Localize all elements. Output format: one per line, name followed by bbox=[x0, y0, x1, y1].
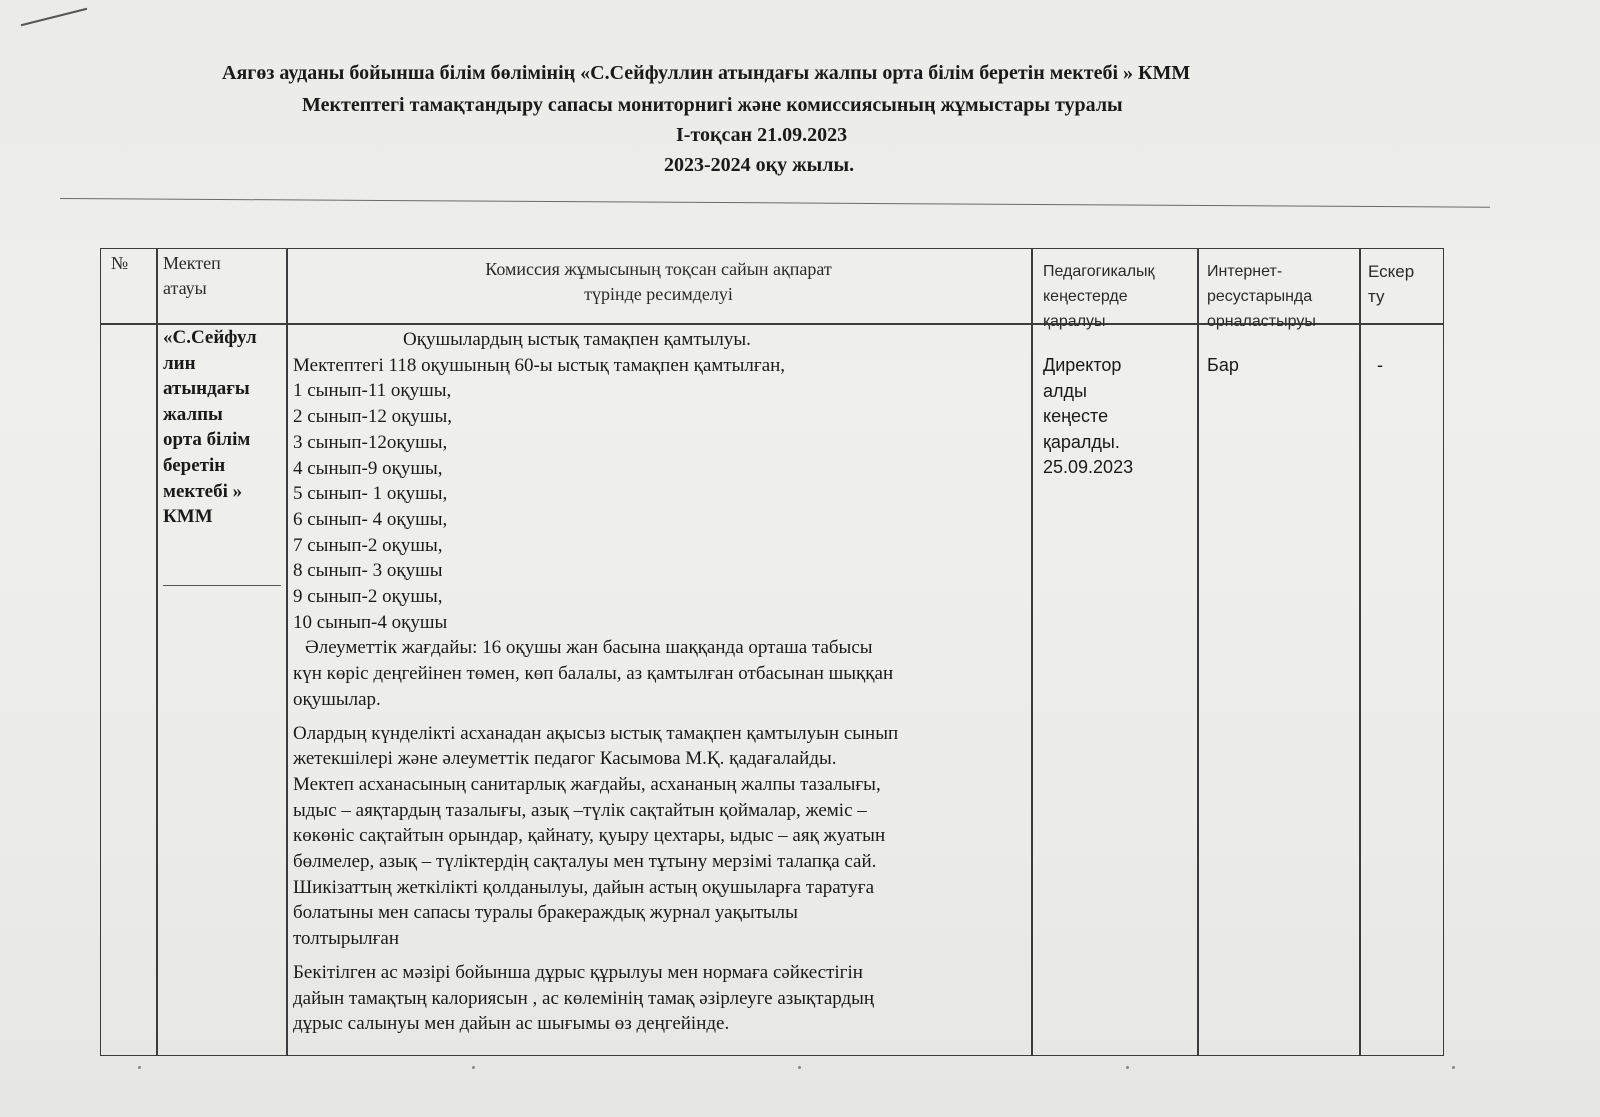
school-underline bbox=[163, 585, 281, 586]
header-commission-line: түрінде ресимделуі bbox=[584, 284, 733, 304]
header-pedagog-line: қаралуы bbox=[1043, 313, 1106, 330]
scan-speck bbox=[1452, 1066, 1455, 1069]
pedagog-review-line: 25.09.2023 bbox=[1043, 457, 1134, 477]
header-note-line: Ескер bbox=[1368, 262, 1415, 281]
paragraph-line: Мектеп асханасының санитарлық жағдайы, асхананың жалпы тазалығы, bbox=[293, 773, 881, 795]
school-name-line: мектебі » bbox=[163, 480, 243, 502]
social-text: Әлеуметтік жағдайы: 16 оқушы жан басына шаққанда орташа табысы bbox=[305, 637, 873, 659]
pedagog-review bbox=[1043, 353, 1133, 481]
school-name-line: атындағы bbox=[163, 378, 250, 400]
commission-report bbox=[293, 327, 1023, 1037]
scan-speck bbox=[472, 1066, 475, 1069]
school-name-line: КММ bbox=[163, 506, 213, 528]
report-intro: Мектептегі 118 оқушының 60-ы ыстық тамақпен қамтылған, bbox=[293, 354, 786, 376]
school-name bbox=[163, 325, 257, 530]
school-name-line: орта білім bbox=[163, 429, 251, 451]
class-count: 7 сынып-2 оқушы, bbox=[293, 534, 443, 556]
header-pedagog-line: Педагогикалық bbox=[1043, 263, 1155, 280]
paragraph-line: дұрыс салынуы мен дайын ас шығымы өз деңгейінде. bbox=[293, 1013, 730, 1035]
paragraph-line: бөлмелер, азық – түліктердің сақталуы мен тұтыну мерзімі талапқа сай. bbox=[293, 851, 877, 873]
class-count: 6 сынып- 4 оқушы, bbox=[293, 508, 448, 530]
paragraph-line: Олардың күнделікті асханадан ақысыз ыстық тамақпен қамтылуын сынып bbox=[293, 722, 899, 744]
class-count: 8 сынып- 3 оқушы bbox=[293, 560, 443, 582]
header-school-line: атауы bbox=[163, 278, 207, 298]
column-divider bbox=[1031, 249, 1033, 1055]
header-line-2: Мектептегі тамақтандыру сапасы мониторнигі және комиссиясының жұмыстары туралы bbox=[302, 94, 1123, 116]
social-text: күн көріс деңгейінен төмен, көп балалы, аз қамтылған отбасынан шыққан bbox=[293, 663, 894, 685]
header-pedagog-line: кеңестерде bbox=[1043, 288, 1128, 305]
header-line-1: Аягөз ауданы бойынша білім бөлімінің «С.Сейфуллин атындағы жалпы орта білім беретін мектебі » КММ bbox=[222, 62, 1191, 84]
internet-status: Бар bbox=[1207, 355, 1239, 375]
class-count: 5 сынып- 1 оқушы, bbox=[293, 483, 448, 505]
header-school-line: Мектеп bbox=[163, 253, 221, 273]
header-internet-line: орналастыруы bbox=[1207, 313, 1316, 330]
paragraph-line: толтырылған bbox=[293, 928, 399, 950]
header-commission-line: Комиссия жұмысының тоқсан сайын ақпарат bbox=[485, 259, 832, 279]
scan-speck bbox=[1126, 1066, 1129, 1069]
school-name-line: беретін bbox=[163, 454, 226, 476]
paragraph-line: Шикізаттың жеткілікті қолданылуы, дайын астың оқушыларға таратуға bbox=[293, 876, 875, 898]
header-line-3: І-тоқсан 21.09.2023 bbox=[676, 124, 848, 146]
school-name-line: «С.Сейфул bbox=[163, 327, 257, 348]
header-note-line: ту bbox=[1368, 287, 1385, 306]
column-divider bbox=[156, 249, 158, 1055]
header-commission bbox=[291, 257, 1026, 307]
school-name-line: жалпы bbox=[163, 403, 223, 425]
header-note bbox=[1368, 259, 1414, 309]
pen-mark bbox=[21, 8, 87, 26]
class-count: 2 сынып-12 оқушы, bbox=[293, 406, 453, 428]
monitoring-table bbox=[100, 248, 1444, 1056]
paragraph-line: жетекшілері және әлеуметтік педагог Касымова М.Қ. қадағалайды. bbox=[293, 748, 837, 770]
pedagog-review-line: қаралды. bbox=[1043, 431, 1120, 452]
header-school bbox=[163, 251, 221, 301]
column-divider bbox=[1359, 249, 1361, 1055]
paragraph-line: болатыны мен сапасы туралы бракераждық журнал уақытылы bbox=[293, 902, 798, 924]
paragraph-line: дайын тамақтың калориясын , ас көлемінің тамақ әзірлеуге азықтардың bbox=[293, 987, 875, 1009]
report-title: Оқушылардың ыстық тамақпен қамтылуы. bbox=[403, 329, 751, 350]
paragraph-line: ыдыс – аяқтардың тазалығы, азық –түлік сақтайтын қоймалар, жеміс – bbox=[293, 799, 867, 821]
header-divider bbox=[60, 198, 1490, 208]
pedagog-review-line: алды bbox=[1043, 380, 1087, 401]
class-count: 9 сынып-2 оқушы, bbox=[293, 586, 443, 608]
scan-speck bbox=[798, 1066, 801, 1069]
scan-speck bbox=[138, 1066, 141, 1069]
class-count: 1 сынып-11 оқушы, bbox=[293, 380, 452, 402]
column-divider bbox=[1197, 249, 1199, 1055]
column-divider bbox=[286, 249, 288, 1055]
school-name-line: лин bbox=[163, 352, 196, 374]
header-number: № bbox=[111, 253, 129, 273]
paragraph-line: Бекітілген ас мәзірі бойынша дұрыс құрылуы мен нормаға сәйкестігін bbox=[293, 961, 863, 983]
paragraph-line: көкөніс сақтайтын орындар, қайнату, қуыру цехтары, ыдыс – аяқ жуатын bbox=[293, 825, 886, 847]
class-count: 3 сынып-12оқушы, bbox=[293, 431, 448, 453]
header-internet-line: Интернет- bbox=[1207, 263, 1283, 280]
pedagog-review-line: кеңесте bbox=[1043, 406, 1109, 426]
header-line-4: 2023-2024 оқу жылы. bbox=[664, 154, 855, 176]
header-internet bbox=[1207, 259, 1316, 334]
pedagog-review-line: Директор bbox=[1043, 355, 1122, 375]
social-text: оқушылар. bbox=[293, 688, 381, 710]
header-pedagog bbox=[1043, 259, 1155, 334]
note-value: - bbox=[1377, 355, 1383, 375]
class-count: 10 сынып-4 оқушы bbox=[293, 611, 448, 633]
header-internet-line: ресустарында bbox=[1207, 288, 1313, 305]
class-count: 4 сынып-9 оқушы, bbox=[293, 457, 443, 479]
